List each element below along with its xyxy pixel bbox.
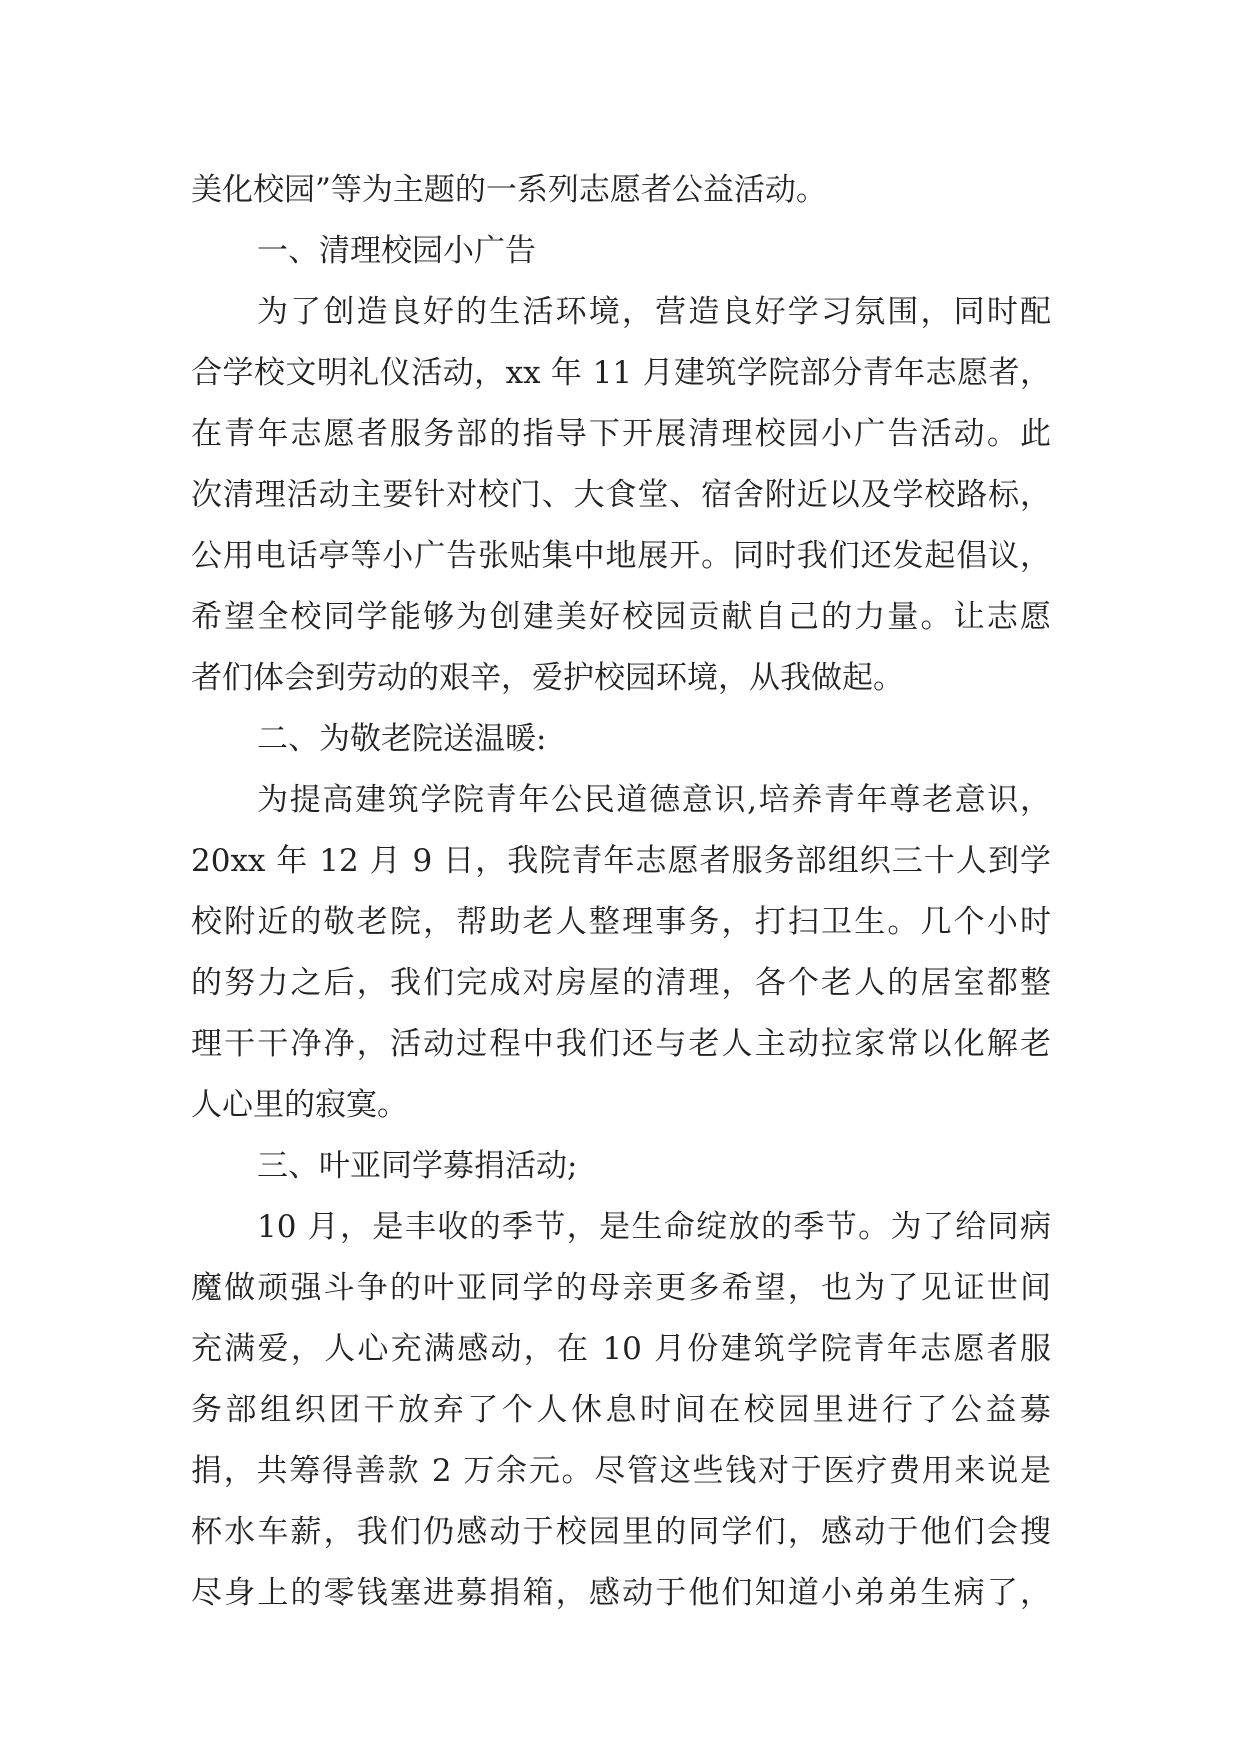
paragraph-line: 为提高建筑学院青年公民道德意识,培养青年尊老意识， — [257, 782, 1051, 818]
paragraph-line: 10 月，是丰收的季节，是生命绽放的季节。为了给同病 — [257, 1209, 1051, 1245]
paragraph-line: 者们体会到劳动的艰辛，爱护校园环境，从我做起。 — [191, 660, 904, 696]
paragraph-line: 人心里的寂寞。 — [191, 1087, 408, 1123]
paragraph-line: 20xx 年 12 月 9 日，我院青年志愿者服务部组织三十人到学 — [191, 843, 1051, 879]
paragraph-line: 在青年志愿者服务部的指导下开展清理校园小广告活动。此 — [191, 416, 1051, 452]
paragraph-line: 的努力之后，我们完成对房屋的清理，各个老人的居室都整 — [191, 965, 1051, 1001]
paragraph-line: 理干干净净，活动过程中我们还与老人主动拉家常以化解老 — [191, 1026, 1051, 1062]
paragraph-line: 美化校园”等为主题的一系列志愿者公益活动。 — [191, 172, 827, 208]
paragraph-line: 捐，共筹得善款 2 万余元。尽管这些钱对于医疗费用来说是 — [191, 1453, 1051, 1489]
paragraph-line: 魔做顽强斗争的叶亚同学的母亲更多希望，也为了见证世间 — [191, 1270, 1051, 1306]
paragraph-line: 次清理活动主要针对校门、大食堂、宿舍附近以及学校路标， — [191, 477, 1051, 513]
paragraph-line: 为了创造良好的生活环境，营造良好学习氛围，同时配 — [257, 294, 1051, 330]
section-heading-fundraising: 三、叶亚同学募捐活动; — [257, 1148, 578, 1184]
section-heading-nursing-home: 二、为敬老院送温暖: — [257, 721, 547, 757]
paragraph-line: 合学校文明礼仪活动，xx 年 11 月建筑学院部分青年志愿者， — [191, 355, 1051, 391]
paragraph-line: 希望全校同学能够为创建美好校园贡献自己的力量。让志愿 — [191, 599, 1051, 635]
paragraph-line: 充满爱，人心充满感动，在 10 月份建筑学院青年志愿者服 — [191, 1331, 1051, 1367]
paragraph-line: 公用电话亭等小广告张贴集中地展开。同时我们还发起倡议， — [191, 538, 1051, 574]
paragraph-line: 尽身上的零钱塞进募捐箱，感动于他们知道小弟弟生病了， — [191, 1575, 1051, 1611]
paragraph-line: 务部组织团干放弃了个人休息时间在校园里进行了公益募 — [191, 1392, 1051, 1428]
paragraph-line: 校附近的敬老院，帮助老人整理事务，打扫卫生。几个小时 — [191, 904, 1051, 940]
paragraph-line: 杯水车薪，我们仍感动于校园里的同学们，感动于他们会搜 — [191, 1514, 1051, 1550]
document-body — [191, 160, 1051, 1624]
section-heading-clean-ads: 一、清理校园小广告 — [257, 233, 536, 269]
